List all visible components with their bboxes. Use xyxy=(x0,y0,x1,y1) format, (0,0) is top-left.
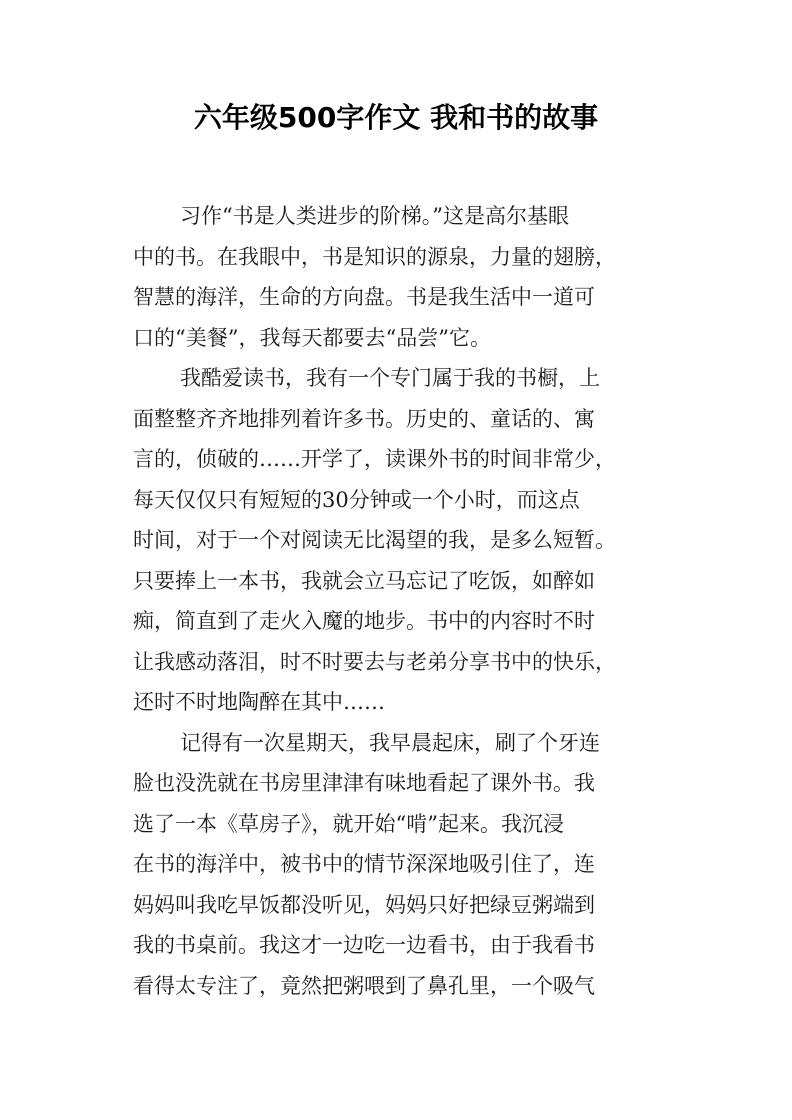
page-title: 六年级500字作文 我和书的故事 xyxy=(193,101,599,134)
paragraph-2-line-3: 言的，侦破的……开学了，读课外书的时间非常少， xyxy=(133,447,616,471)
paragraph-2-line-1: 我酷爱读书，我有一个专门属于我的书橱，上 xyxy=(180,366,600,390)
paragraph-3-line-6: 我的书桌前。我这才一边吃一边看书，由于我看书 xyxy=(133,933,595,957)
paragraph-1-line-1: 习作“书是人类进步的阶梯。”这是高尔基眼 xyxy=(180,204,569,228)
paragraph-2-line-8: 让我感动落泪，时不时要去与老弟分享书中的快乐， xyxy=(133,649,616,674)
paragraph-2-line-7: 痴，简直到了走火入魔的地步。书中的内容时不时 xyxy=(133,609,595,633)
paragraph-3-line-3: 选了一本《草房子》，就开始“啃”起来。我沉浸 xyxy=(133,811,564,836)
paragraph-3-line-4: 在书的海洋中，被书中的情节深深地吸引住了，连 xyxy=(133,852,595,876)
paragraph-3-line-2: 脸也没洗就在书房里津津有味地看起了课外书。我 xyxy=(133,771,595,795)
paragraph-1-line-2: 中的书。在我眼中，书是知识的源泉，力量的翅膀， xyxy=(133,244,616,269)
paragraph-3-line-5: 妈妈叫我吃早饭都没听见，妈妈只好把绿豆粥端到 xyxy=(133,892,595,917)
paragraph-2-line-9: 还时不时地陶醉在其中…… xyxy=(133,690,385,714)
paragraph-3-line-7: 看得太专注了，竟然把粥喂到了鼻孔里，一个吸气 xyxy=(133,973,595,998)
paragraph-1-line-4: 口的“美餐”，我每天都要去“品尝”它。 xyxy=(133,325,491,350)
paragraph-2-line-4: 每天仅仅只有短短的30分钟或一个小时，而这点 xyxy=(133,487,580,512)
paragraph-1-line-3: 智慧的海洋，生命的方向盘。书是我生活中一道可 xyxy=(133,285,595,309)
paragraph-2-line-6: 只要捧上一本书，我就会立马忘记了吃饭，如醉如 xyxy=(133,568,595,593)
essay-body xyxy=(133,196,673,1006)
paragraph-2-line-2: 面整整齐齐地排列着许多书。历史的、童话的、寓 xyxy=(133,406,595,431)
paragraph-3-line-1: 记得有一次星期天，我早晨起床，刷了个牙连 xyxy=(180,730,600,755)
paragraph-2-line-5: 时间，对于一个对阅读无比渴望的我，是多么短暂。 xyxy=(133,528,616,552)
